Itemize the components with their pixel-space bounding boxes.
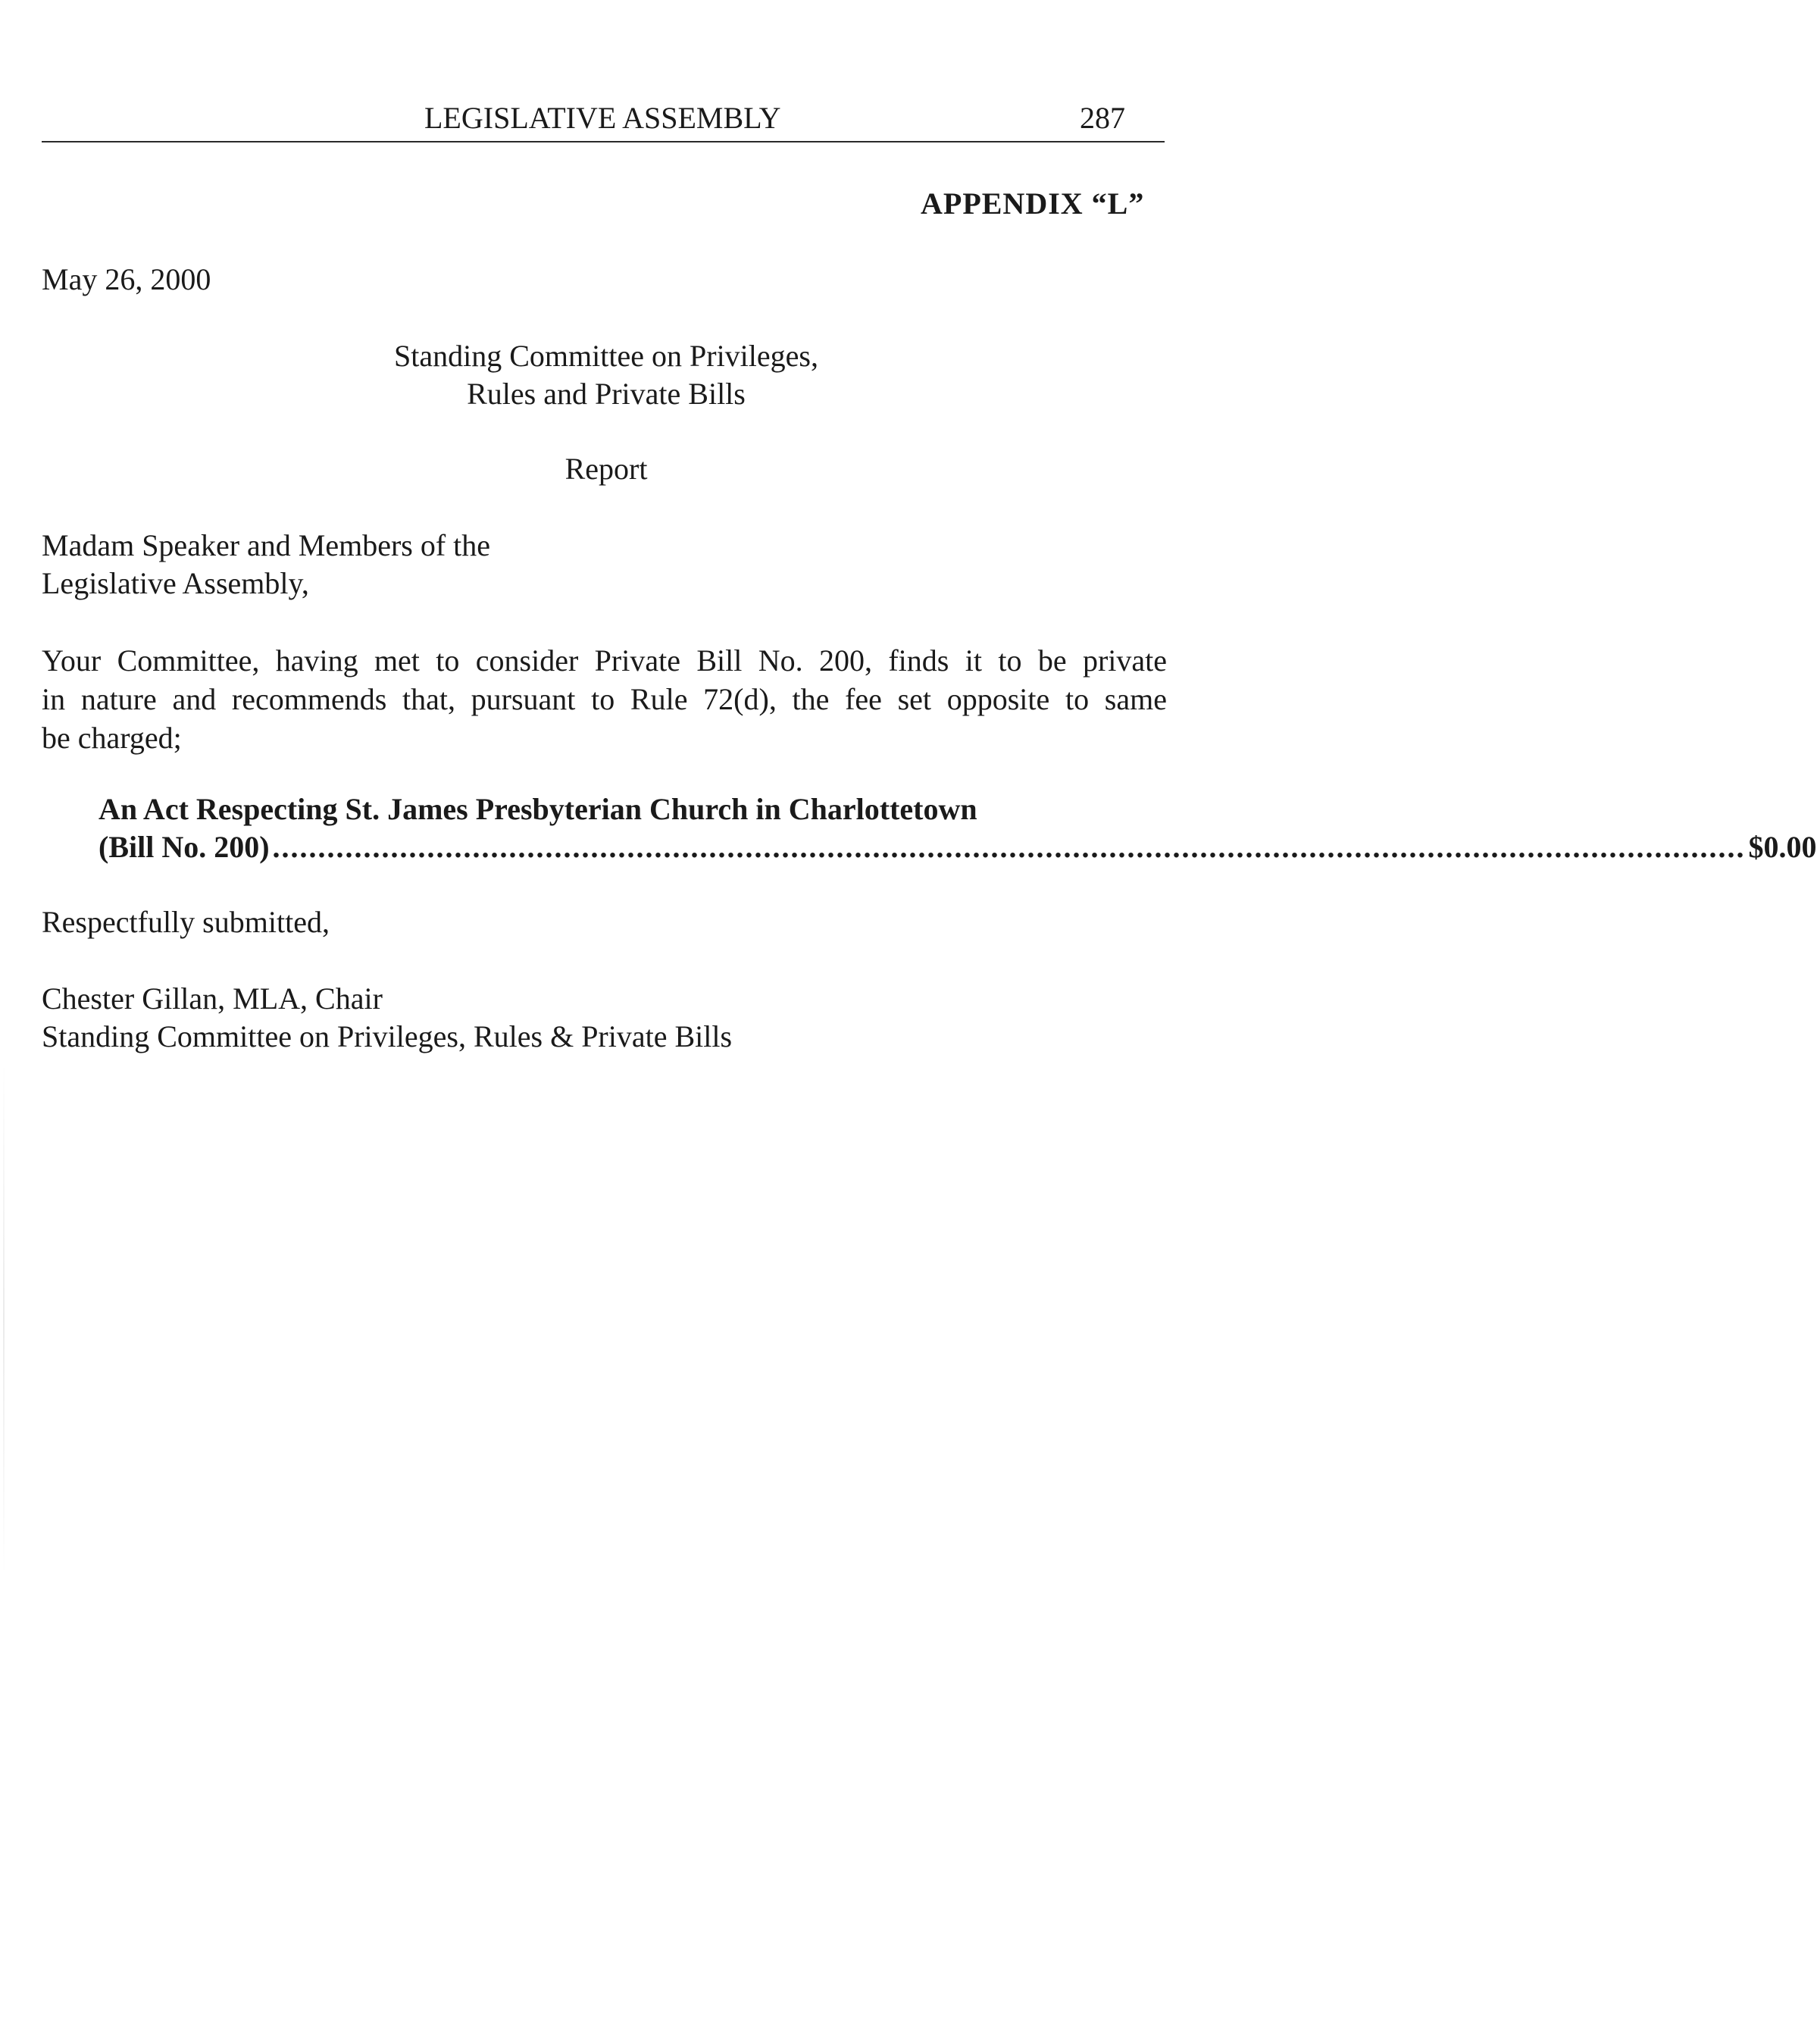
signer-committee: Standing Committee on Privileges, Rules & Private Bills <box>42 1019 733 1053</box>
signer-name-title: Chester Gillan, MLA, Chair <box>42 981 383 1016</box>
page-number: 287 <box>1080 101 1125 135</box>
committee-name <box>0 337 1212 413</box>
scan-edge-shadow <box>3 1061 5 1576</box>
signature-block <box>42 980 732 1056</box>
appendix-label: APPENDIX “L” <box>921 186 1145 221</box>
body-line-3: be charged; <box>42 721 182 755</box>
closing-line: Respectfully submitted, <box>42 905 330 939</box>
committee-name-line-2: Rules and Private Bills <box>467 377 746 411</box>
committee-name-line-1: Standing Committee on Privileges, <box>394 339 818 373</box>
bill-fee: $0.00 <box>1748 830 1817 864</box>
bill-entry <box>99 790 1817 866</box>
body-line-1: Your Committee, having met to consider Private Bill No. 200, finds it to be private <box>42 643 1167 678</box>
dot-leaders: .................................................................................................................................................................. <box>272 830 1746 864</box>
body-paragraph <box>42 641 1167 757</box>
salutation-line-1: Madam Speaker and Members of the <box>42 528 491 562</box>
salutation-line-2: Legislative Assembly, <box>42 566 309 600</box>
header-divider <box>42 141 1165 142</box>
report-date: May 26, 2000 <box>42 262 211 296</box>
bill-number: (Bill No. 200) <box>99 830 270 864</box>
report-heading: Report <box>564 452 648 486</box>
salutation <box>42 527 490 603</box>
body-line-2: in nature and recommends that, pursuant to Rule 72(d), the fee set opposite to same <box>42 682 1167 716</box>
bill-title: An Act Respecting St. James Presbyterian Church in Charlottetown <box>99 792 977 826</box>
bill-fee-row <box>99 828 1817 866</box>
running-header-title: LEGISLATIVE ASSEMBLY <box>424 101 781 135</box>
